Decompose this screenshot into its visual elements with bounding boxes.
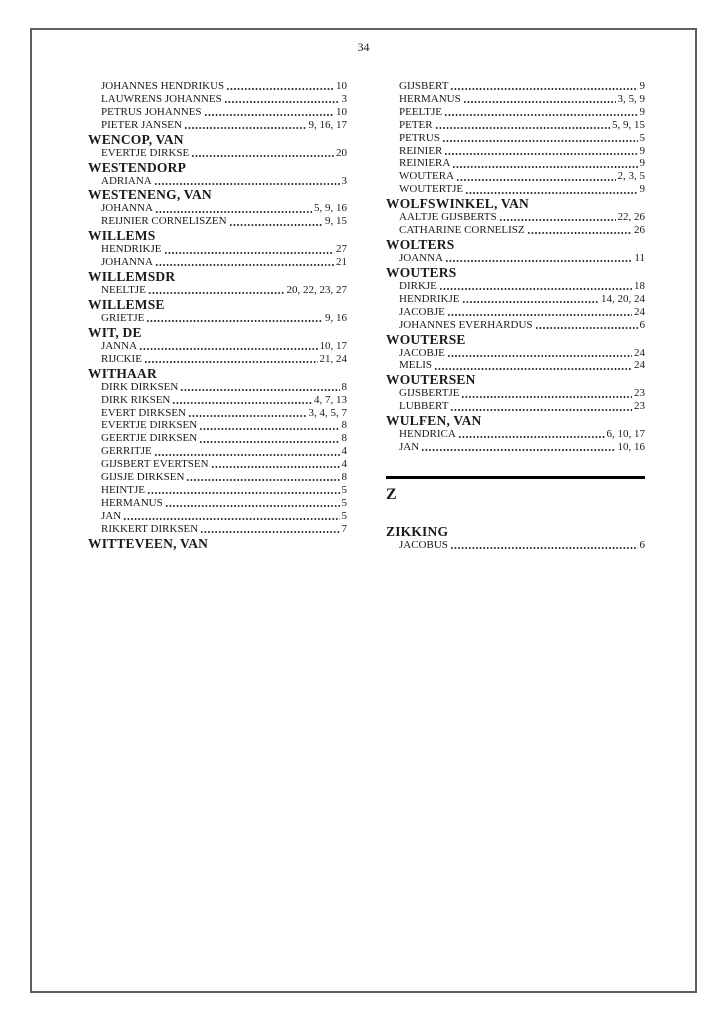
entry-pages: 5 — [341, 496, 347, 509]
dot-leader — [461, 387, 632, 400]
entry-name: HERMANUS — [399, 92, 461, 105]
index-entry — [88, 394, 347, 407]
dot-leader — [144, 353, 318, 366]
surname-heading: WENCOP, VAN — [88, 131, 184, 147]
entry-name: JOHANNES HENDRIKUS — [101, 80, 225, 92]
dot-leader — [154, 175, 340, 188]
entry-name: JOHANNES EVERHARDUS — [399, 318, 533, 331]
index-entry — [386, 400, 645, 413]
entry-pages: 5 — [341, 483, 347, 496]
entry-pages: 23 — [634, 387, 645, 400]
entry-pages: 5, 9, 16 — [314, 202, 347, 215]
entry-pages: 9 — [639, 105, 645, 118]
index-entry — [88, 458, 347, 471]
index-entry — [386, 132, 645, 145]
index-entry — [88, 243, 347, 256]
entry-pages: 21, 24 — [319, 352, 347, 365]
entry-pages: 5, 9, 15 — [612, 118, 645, 131]
surname-heading: ZIKKING — [386, 523, 449, 539]
surname-heading: WESTENENG, VAN — [88, 187, 212, 203]
entry-pages: 11 — [634, 251, 645, 264]
index-entry — [386, 319, 645, 332]
dot-leader — [200, 523, 339, 536]
entry-pages: 6 — [639, 538, 645, 551]
entry-pages: 9 — [639, 157, 645, 170]
surname-heading: WESTENDORP — [88, 159, 187, 175]
index-entry — [88, 510, 347, 523]
entry-pages: 8 — [341, 419, 347, 432]
dot-leader — [421, 441, 615, 454]
entry-name: HERMANUS — [101, 496, 163, 509]
entry-name: RIKKERT DIRKSEN — [101, 522, 199, 535]
index-entry — [386, 119, 645, 132]
dot-leader — [123, 510, 339, 523]
entry-name: EVERTJE DIRKSEN — [101, 419, 198, 432]
index-entry — [386, 145, 645, 158]
entry-name: GIJSBERT EVERTSEN — [101, 458, 209, 471]
entry-name: WOUTERA — [399, 170, 454, 183]
entry-pages: 6 — [639, 318, 645, 331]
index-entry — [386, 539, 645, 552]
entry-name: REIJNIER CORNELISZEN — [101, 215, 227, 228]
entry-pages: 5 — [341, 509, 347, 522]
dot-leader — [450, 80, 637, 93]
dot-leader — [447, 347, 632, 360]
index-entry — [88, 484, 347, 497]
entry-name: JACOBUS — [399, 538, 448, 551]
surname-heading: WILLEMSE — [88, 296, 165, 312]
entry-pages: 24 — [634, 359, 645, 372]
entry-pages: 9, 16, 17 — [308, 118, 347, 131]
surname-heading: WIT, DE — [88, 324, 142, 340]
entry-pages: 27 — [336, 243, 347, 256]
dot-leader — [499, 211, 616, 224]
dot-leader — [164, 243, 335, 256]
entry-name: ADRIANA — [101, 174, 152, 187]
index-entry — [386, 211, 645, 224]
entry-name: DIRK RIKSEN — [101, 393, 171, 406]
index-entry — [386, 252, 645, 265]
index-entry — [88, 445, 347, 458]
index-entry — [386, 441, 645, 454]
index-entry — [88, 119, 347, 132]
entry-pages: 23 — [634, 400, 645, 413]
dot-leader — [154, 445, 340, 458]
index-column-left — [88, 80, 347, 551]
page-number: 34 — [357, 40, 370, 54]
index-column-right — [386, 80, 645, 552]
surname-heading: WITHAAR — [88, 365, 157, 381]
section-z — [386, 476, 645, 552]
entry-pages: 26 — [634, 224, 645, 237]
entry-name: DIRKJE — [399, 279, 437, 292]
surname-heading: WOUTERSE — [386, 331, 466, 347]
dot-leader — [155, 256, 334, 269]
entry-pages: 14, 20, 24 — [601, 292, 645, 305]
entry-pages: 8 — [341, 432, 347, 445]
dot-leader — [184, 119, 307, 132]
dot-leader — [527, 224, 632, 237]
entry-pages: 3 — [341, 174, 347, 187]
entry-pages: 24 — [634, 305, 645, 318]
index-entry — [88, 353, 347, 366]
index-entry — [88, 471, 347, 484]
entry-pages: 6, 10, 17 — [606, 428, 645, 441]
dot-leader — [165, 497, 340, 510]
entry-name: PETER — [399, 118, 433, 131]
index-entry — [88, 407, 347, 420]
index-entry — [88, 106, 347, 119]
dot-leader — [155, 202, 312, 215]
entry-pages: 20, 22, 23, 27 — [286, 284, 347, 297]
dot-leader — [148, 284, 285, 297]
entry-name: JAN — [399, 441, 420, 454]
entry-name: HENDRIKJE — [101, 243, 162, 256]
index-entry — [386, 106, 645, 119]
entry-name: JACOBJE — [399, 346, 445, 359]
index-entry — [88, 312, 347, 325]
index-entry — [88, 432, 347, 445]
index-entry — [88, 256, 347, 269]
entry-name: EVERT DIRKSEN — [101, 406, 186, 419]
dot-leader — [434, 359, 632, 372]
entry-pages: 20 — [336, 146, 347, 159]
entry-name: JOHANNA — [101, 202, 153, 215]
dot-leader — [204, 106, 334, 119]
entry-name: GEERTJE DIRKSEN — [101, 432, 198, 445]
surname-heading: WOLFSWINKEL, VAN — [386, 196, 529, 212]
index-entry — [88, 93, 347, 106]
surname-heading: WILLEMSDR — [88, 269, 176, 285]
index-entry — [88, 175, 347, 188]
index-entry — [386, 359, 645, 372]
index-entry — [386, 170, 645, 183]
entry-pages: 10, 17 — [319, 339, 347, 352]
index-entry — [88, 340, 347, 353]
entry-pages: 10 — [336, 105, 347, 118]
entry-name: GIJSBERTJE — [399, 387, 460, 400]
dot-leader — [172, 394, 312, 407]
entry-pages: 21 — [336, 256, 347, 269]
dot-leader — [452, 157, 637, 170]
dot-leader — [191, 147, 334, 160]
entry-pages: 24 — [634, 346, 645, 359]
entry-pages: 9 — [639, 144, 645, 157]
dot-leader — [139, 340, 317, 353]
entry-pages: 3, 5, 9 — [617, 92, 645, 105]
entry-pages: 4, 7, 13 — [314, 393, 347, 406]
index-entry — [386, 183, 645, 196]
entry-name: GIJSBERT — [399, 80, 449, 92]
dot-leader — [439, 280, 632, 293]
index-entry — [88, 523, 347, 536]
entry-pages: 7 — [341, 522, 347, 535]
section-divider-rule — [386, 476, 645, 479]
entry-pages: 9 — [639, 80, 645, 92]
entry-pages: 10, 16 — [617, 441, 645, 454]
entry-name: LAUWRENS JOHANNES — [101, 92, 222, 105]
entry-pages: 18 — [634, 279, 645, 292]
index-entry — [88, 419, 347, 432]
entry-name: CATHARINE CORNELISZ — [399, 224, 525, 237]
dot-leader — [199, 432, 339, 445]
entry-name: REINIER — [399, 144, 443, 157]
entry-pages: 8 — [341, 471, 347, 484]
dot-leader — [462, 293, 600, 306]
dot-leader — [147, 484, 340, 497]
entry-pages: 4 — [341, 458, 347, 471]
entry-name: PETRUS JOHANNES — [101, 105, 202, 118]
entry-name: PEELTJE — [399, 105, 442, 118]
dot-leader — [226, 80, 334, 93]
surname-heading: WOUTERS — [386, 264, 457, 280]
entry-name: GERRITJE — [101, 445, 152, 458]
entry-name: NEELTJE — [101, 284, 146, 297]
dot-leader — [188, 407, 307, 420]
dot-leader — [450, 400, 632, 413]
entry-name: HEINTJE — [101, 483, 145, 496]
dot-leader — [447, 306, 632, 319]
dot-leader — [465, 183, 637, 196]
dot-leader — [224, 93, 340, 106]
entry-name: JAN — [101, 509, 122, 522]
surname-heading: WOUTERSEN — [386, 372, 476, 388]
dot-leader — [186, 471, 339, 484]
dot-leader — [229, 215, 323, 228]
entry-pages: 5 — [639, 131, 645, 144]
section-letter: Z — [386, 485, 397, 503]
entry-pages: 9, 15 — [325, 215, 347, 228]
index-entry — [386, 428, 645, 441]
entry-name: RIJCKIE — [101, 352, 142, 365]
entry-name: LUBBERT — [399, 400, 449, 413]
entry-name: JANNA — [101, 339, 138, 352]
entry-pages: 9 — [639, 183, 645, 196]
entry-pages: 2, 3, 5 — [617, 170, 645, 183]
index-entry — [88, 202, 347, 215]
dot-leader — [444, 106, 638, 119]
index-entry — [386, 80, 645, 93]
section-z-blocks — [386, 524, 645, 552]
surname-heading: WILLEMS — [88, 228, 156, 244]
dot-leader — [444, 145, 637, 158]
entry-name: HENDRICA — [399, 428, 456, 441]
entry-name: AALTJE GIJSBERTS — [399, 211, 497, 224]
dot-leader — [458, 428, 605, 441]
dot-leader — [435, 119, 610, 132]
dot-leader — [199, 419, 339, 432]
entry-name: PETRUS — [399, 131, 440, 144]
index-entry — [386, 306, 645, 319]
entry-name: GIJSJE DIRKSEN — [101, 471, 185, 484]
index-entry — [88, 284, 347, 297]
entry-pages: 3 — [341, 92, 347, 105]
entry-name: EVERTJE DIRKSE — [101, 146, 190, 159]
entry-pages: 4 — [341, 445, 347, 458]
entry-pages: 10 — [336, 80, 347, 92]
index-column-right-blocks — [386, 80, 645, 454]
index-entry — [386, 347, 645, 360]
dot-leader — [180, 381, 339, 394]
entry-pages: 3, 4, 5, 7 — [308, 406, 347, 419]
index-entry — [88, 80, 347, 93]
dot-leader — [146, 312, 323, 325]
surname-heading: WOLTERS — [386, 236, 455, 252]
dot-leader — [450, 539, 638, 552]
index-entry — [88, 497, 347, 510]
entry-name: HENDRIKJE — [399, 292, 460, 305]
dot-leader — [445, 252, 632, 265]
entry-name: PIETER JANSEN — [101, 118, 182, 131]
entry-name: MELIS — [399, 359, 432, 372]
index-entry — [386, 387, 645, 400]
index-entry — [88, 381, 347, 394]
entry-name: WOUTERTJE — [399, 183, 464, 196]
entry-pages: 9, 16 — [325, 311, 347, 324]
index-entry — [88, 147, 347, 160]
entry-name: JOANNA — [399, 251, 443, 264]
index-entry — [386, 293, 645, 306]
index-entry — [386, 157, 645, 170]
entry-pages: 22, 26 — [617, 211, 645, 224]
index-entry — [88, 215, 347, 228]
entry-name: JOHANNA — [101, 256, 153, 269]
index-entry — [386, 280, 645, 293]
entry-name: JACOBJE — [399, 305, 445, 318]
entry-pages: 8 — [341, 380, 347, 393]
entry-name: REINIERA — [399, 157, 451, 170]
entry-name: GRIETJE — [101, 311, 145, 324]
dot-leader — [456, 170, 616, 183]
index-entry — [386, 224, 645, 237]
index-entry — [386, 93, 645, 106]
surname-heading: WITTEVEEN, VAN — [88, 535, 209, 551]
surname-heading: WULFEN, VAN — [386, 413, 482, 429]
dot-leader — [535, 319, 638, 332]
dot-leader — [442, 132, 638, 145]
dot-leader — [211, 458, 340, 471]
dot-leader — [463, 93, 616, 106]
entry-name: DIRK DIRKSEN — [101, 380, 179, 393]
